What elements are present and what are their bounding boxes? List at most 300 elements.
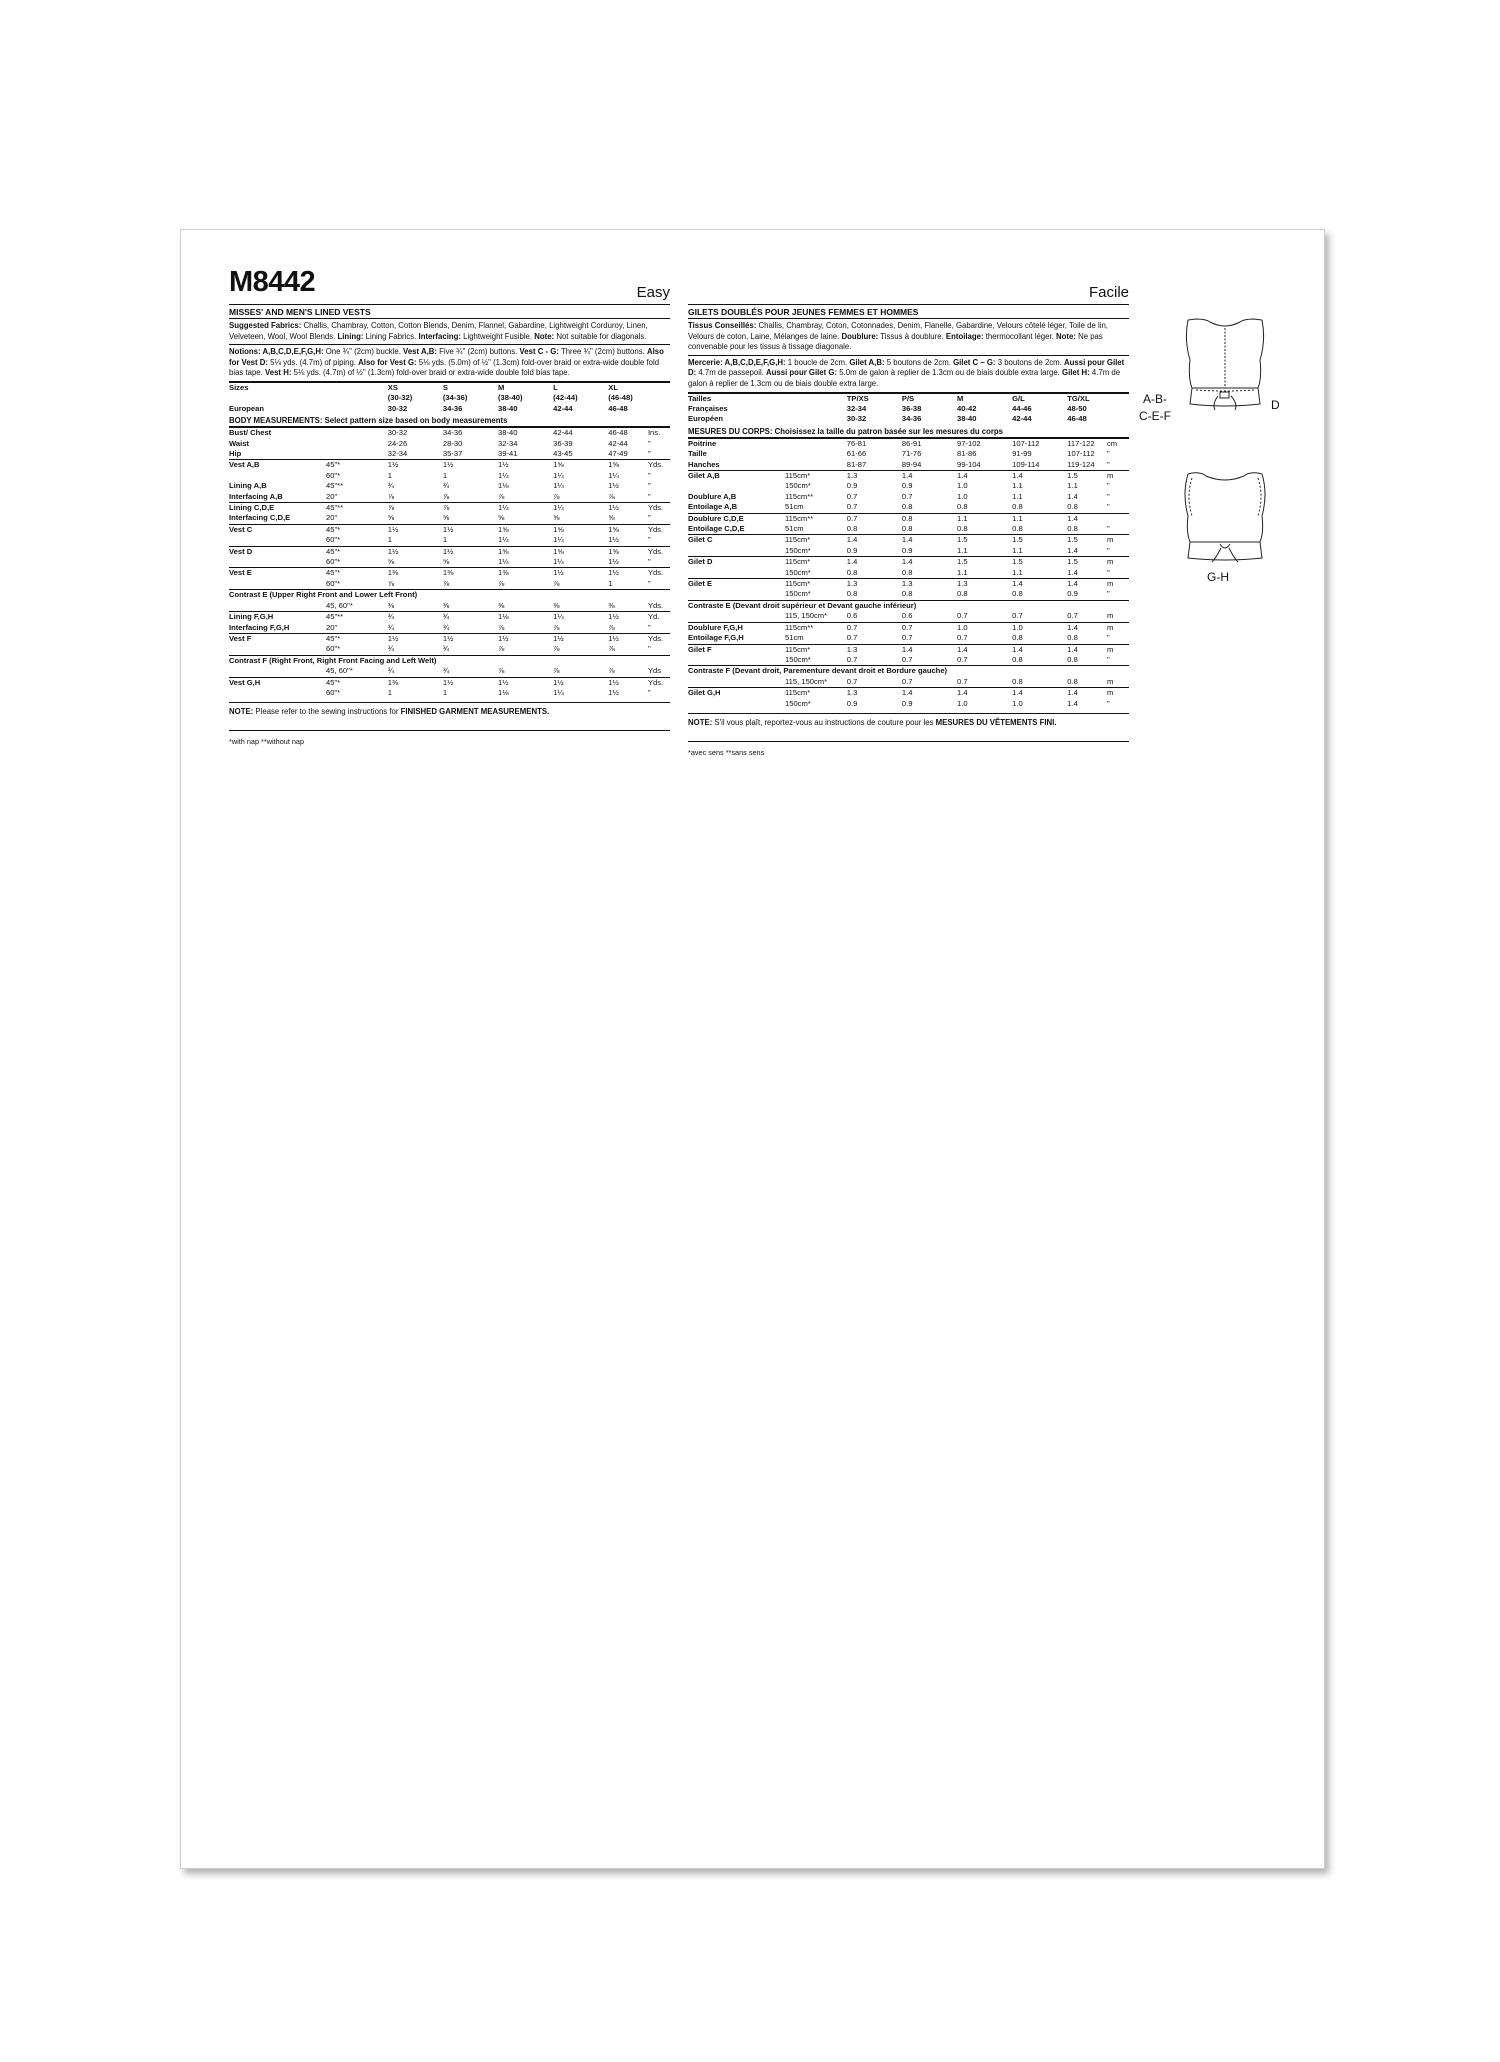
row-label — [688, 699, 785, 709]
row-label: Entoilage A,B — [688, 502, 738, 512]
row-label — [229, 688, 326, 698]
table-cell: 1½ — [388, 633, 443, 644]
table-cell: ⅝ — [553, 513, 560, 523]
row-label: Vest D — [229, 546, 326, 557]
table-cell: 1.4 — [902, 644, 957, 655]
header — [229, 266, 670, 305]
table-cell: 1.3 — [957, 579, 1012, 590]
table-cell: " — [1106, 545, 1110, 555]
table-cell: 36-39 — [553, 438, 573, 448]
table-cell: 1.5 — [957, 535, 1012, 546]
table-cell: 1⅝ — [498, 546, 553, 557]
size-cell — [785, 414, 847, 424]
table-cell: 45, 60"* — [326, 600, 353, 610]
table-cell: " — [1106, 459, 1110, 469]
table-cell: 1⅝ — [498, 524, 553, 535]
size-cell — [648, 404, 670, 414]
table-cell: " — [1106, 481, 1110, 491]
table-cell: 0.6 — [901, 611, 913, 621]
row-label — [688, 655, 785, 666]
table-cell: 47-49 — [608, 449, 628, 458]
table-cell: 1.1 — [957, 513, 1012, 524]
table-cell: 45"** — [326, 481, 344, 491]
table-row — [229, 590, 670, 601]
row-label — [688, 568, 785, 579]
table-cell: ⅝ — [608, 513, 615, 523]
table-cell: 0.6 — [846, 611, 858, 621]
table-cell: 1¼ — [498, 470, 509, 480]
row-label — [688, 611, 785, 622]
table-cell: 150cm* — [785, 654, 811, 664]
size-cell: 46-48 — [608, 403, 628, 413]
table-cell: 0.8 — [1012, 589, 1023, 599]
table-cell: 0.7 — [846, 676, 858, 686]
difficulty-level: Facile — [1088, 284, 1129, 301]
table-row — [229, 460, 670, 471]
size-cell: (34-36) — [442, 393, 468, 403]
table-cell: 0.7 — [901, 491, 913, 501]
table-cell: Yd. — [648, 612, 670, 623]
table-cell: 1.4 — [1012, 644, 1067, 655]
table-cell: ⅞ — [608, 622, 615, 632]
table-cell: ⅞ — [442, 578, 450, 588]
table-cell: 45"* — [326, 677, 388, 688]
size-cell — [326, 404, 388, 414]
table-cell: ¾ — [443, 612, 498, 623]
size-cell: M — [957, 393, 1012, 404]
pattern-number: M8442 — [229, 266, 316, 298]
table-cell: 1¼ — [553, 503, 608, 514]
view-label-a-b: A-B- — [1143, 392, 1167, 406]
table-cell: 107-112 — [1067, 449, 1095, 459]
body-measurements-title: BODY MEASUREMENTS: Select pattern size based on body measurements — [229, 414, 670, 427]
table-row — [229, 439, 670, 449]
row-label: Lining C,D,E — [229, 503, 326, 514]
view-label-c-e-f: C-E-F — [1139, 409, 1171, 423]
table-cell: 1 — [442, 535, 448, 545]
table-cell — [1107, 513, 1129, 524]
table-cell: 1.0 — [957, 622, 1012, 633]
size-cell: 42-44 — [1012, 414, 1032, 424]
yardage-table — [688, 438, 1129, 709]
table-cell: 1.4 — [1067, 513, 1107, 524]
table-cell: 0.8 — [1067, 654, 1078, 664]
table-cell: 0.7 — [957, 654, 968, 664]
table-cell: 42-44 — [553, 428, 608, 439]
table-cell: 0.8 — [1012, 524, 1023, 534]
table-cell: 1.4 — [1012, 471, 1067, 482]
table-row — [688, 568, 1129, 579]
table-cell: 1⅛ — [498, 687, 509, 697]
row-label: Gilet A,B — [688, 471, 785, 482]
table-row — [229, 492, 670, 503]
table-cell: ⅞ — [498, 666, 505, 676]
table-cell: 150cm* — [785, 698, 811, 708]
table-row — [229, 546, 670, 557]
table-cell: " — [647, 449, 651, 458]
table-cell: 1 — [387, 470, 392, 480]
table-row — [688, 699, 1129, 709]
table-cell: 1.1 — [957, 545, 968, 555]
table-cell: 1¼ — [553, 481, 564, 491]
table-row — [688, 513, 1129, 524]
table-cell: " — [1106, 567, 1110, 577]
table-cell: 71-76 — [901, 449, 922, 459]
table-cell: 81-86 — [957, 449, 977, 459]
pattern-title: MISSES' AND MEN'S LINED VESTS — [229, 305, 670, 319]
table-cell: ¾ — [388, 612, 443, 623]
table-cell: 1 — [608, 578, 613, 588]
table-cell: 1.4 — [957, 471, 1012, 482]
contrast-heading: Contraste E (Devant droit supérieur et Devant gauche inférieur) — [688, 600, 1129, 611]
table-cell — [326, 439, 388, 449]
size-cell: M — [498, 382, 553, 393]
table-cell: 20" — [326, 513, 338, 523]
table-cell: 0.7 — [846, 654, 858, 664]
table-cell: ⅞ — [387, 578, 395, 588]
table-cell: 115cm** — [785, 491, 814, 501]
table-row — [688, 600, 1129, 611]
table-row — [688, 471, 1129, 482]
size-cell: European — [229, 403, 265, 413]
row-label: Vest A,B — [229, 460, 326, 471]
table-cell: 1.0 — [957, 491, 968, 501]
table-cell: ⅞ — [443, 503, 498, 514]
table-row — [229, 524, 670, 535]
table-cell: ¾ — [442, 622, 450, 632]
table-cell: 0.7 — [957, 611, 968, 621]
table-cell: 35-37 — [442, 449, 463, 458]
table-cell: 1½ — [608, 687, 619, 697]
table-cell: 1¼ — [498, 503, 553, 514]
table-cell: 51cm — [785, 524, 804, 534]
table-cell: ⅜ — [553, 600, 560, 610]
table-cell: 0.9 — [901, 545, 913, 555]
table-cell: Yds. — [648, 524, 670, 535]
table-cell: ⅜ — [608, 600, 615, 610]
table-cell: 1⅝ — [553, 524, 608, 535]
table-cell: 34-36 — [443, 428, 498, 439]
row-label: Entoilage F,G,H — [688, 633, 744, 643]
size-cell: (30-32) — [387, 393, 413, 403]
size-cell: 30-32 — [846, 414, 867, 424]
table-cell: 1¼ — [553, 557, 564, 567]
table-row — [229, 579, 670, 590]
row-label — [229, 535, 326, 546]
table-row — [688, 535, 1129, 546]
table-cell: 1.1 — [1067, 481, 1078, 491]
size-cell — [785, 404, 847, 414]
row-label: Doublure A,B — [688, 491, 737, 501]
table-cell: 1⅜ — [443, 568, 498, 579]
view-label-d: D — [1271, 398, 1280, 412]
table-cell: 51cm — [785, 502, 804, 512]
table-cell — [785, 449, 847, 459]
table-cell: 1.0 — [957, 698, 968, 708]
table-cell: 0.7 — [957, 676, 968, 686]
table-cell: 1.4 — [1067, 688, 1107, 699]
table-cell: 0.9 — [901, 481, 913, 491]
suggested-fabrics: Suggested Fabrics: Challis, Chambray, Cotton, Cotton Blends, Denim, Flannel, Gabardine, Lightweight Corduroy, Linen, Velveteen, Wool, Wool Blends. Lining: Lining Fabrics. Interfacing: Lightweight Fusible. Note: Not suitable for diagonals. — [229, 321, 670, 345]
table-cell: 1.5 — [1012, 557, 1067, 568]
table-cell: 0.7 — [1067, 611, 1078, 621]
table-row — [229, 623, 670, 634]
table-cell: m — [1106, 676, 1114, 686]
table-cell: " — [1106, 502, 1110, 512]
table-cell: 1.4 — [1067, 622, 1107, 633]
table-row — [229, 481, 670, 491]
table-cell: 86-91 — [902, 438, 957, 449]
contrast-heading: Contrast E (Upper Right Front and Lower Left Front) — [229, 590, 670, 601]
table-cell: ⅞ — [553, 644, 560, 654]
table-cell: 1.3 — [847, 471, 902, 482]
size-cell: (42-44) — [553, 393, 578, 403]
row-label: Hip — [229, 449, 242, 458]
table-cell: 1⅛ — [498, 481, 509, 491]
size-cell: TP/XS — [847, 393, 902, 404]
table-cell: 32-34 — [387, 449, 408, 458]
size-row — [688, 404, 1129, 414]
table-row — [688, 579, 1129, 590]
table-cell: 46-48 — [608, 428, 648, 439]
table-cell: 1.4 — [902, 471, 957, 482]
table-cell: 0.8 — [957, 502, 968, 512]
table-cell: ¾ — [387, 666, 395, 676]
table-cell: m — [1107, 471, 1129, 482]
table-cell: 81-87 — [846, 459, 867, 469]
table-cell: 1¼ — [553, 687, 564, 697]
table-cell: 76-81 — [847, 438, 902, 449]
table-cell: ⅞ — [553, 666, 560, 676]
table-cell: m — [1107, 688, 1129, 699]
table-cell: 115cm* — [785, 579, 847, 590]
table-cell: " — [647, 491, 651, 501]
table-cell: ⅞ — [553, 578, 560, 588]
table-cell: " — [647, 578, 651, 588]
table-row — [229, 428, 670, 439]
nap-legend: *with nap **without nap — [229, 737, 305, 747]
table-cell: 0.8 — [1067, 676, 1078, 686]
table-cell: ⅝ — [498, 513, 505, 523]
table-cell: 1½ — [608, 535, 619, 545]
row-label: Interfacing C,D,E — [229, 513, 291, 523]
table-cell: ⅝ — [442, 557, 450, 567]
size-cell: (38-40) — [498, 393, 523, 403]
row-label: Gilet G,H — [688, 688, 785, 699]
table-cell: 150cm* — [785, 481, 811, 491]
table-cell: 0.7 — [901, 676, 913, 686]
table-cell: 1.0 — [957, 481, 968, 491]
table-row — [688, 666, 1129, 677]
table-row — [688, 677, 1129, 688]
size-cell: Sizes — [229, 382, 326, 393]
table-row — [688, 622, 1129, 633]
table-cell: ¾ — [442, 666, 450, 676]
table-cell: ⅝ — [387, 557, 395, 567]
yardage-table — [229, 427, 670, 698]
table-cell: 1⅝ — [553, 546, 608, 557]
table-cell: ⅞ — [608, 644, 615, 654]
size-row — [229, 382, 670, 393]
table-cell: 0.8 — [901, 524, 913, 534]
table-cell: ⅜ — [442, 600, 450, 610]
table-cell: 0.8 — [1012, 502, 1023, 512]
row-label: Taille — [688, 449, 707, 459]
table-cell: 0.8 — [1067, 524, 1078, 534]
size-cell — [648, 382, 670, 393]
size-cell: S — [443, 382, 498, 393]
table-cell: 45"* — [326, 633, 388, 644]
table-cell: m — [1107, 535, 1129, 546]
table-row — [688, 492, 1129, 502]
body-measurements-title: MESURES DU CORPS: Choisissez la taille du patron basée sur les mesures du corps — [688, 425, 1129, 438]
table-row — [229, 612, 670, 623]
size-cell — [229, 393, 326, 403]
table-row — [688, 589, 1129, 600]
table-cell: 117-122 — [1067, 438, 1107, 449]
table-cell: 1.4 — [1067, 545, 1078, 555]
size-cell — [1107, 393, 1129, 404]
size-cell: L — [553, 382, 608, 393]
table-cell: 1⅛ — [498, 612, 553, 623]
table-cell: 115cm* — [785, 535, 847, 546]
table-row — [229, 677, 670, 688]
table-cell: 1½ — [388, 524, 443, 535]
table-cell: 0.9 — [846, 698, 858, 708]
vest-back-view-illustration — [1166, 316, 1286, 416]
table-cell: 20" — [326, 491, 338, 501]
table-cell: " — [1106, 589, 1110, 599]
table-cell: 1½ — [443, 677, 498, 688]
row-label: Doublure C,D,E — [688, 513, 785, 524]
table-row — [229, 513, 670, 524]
table-cell: 1.5 — [1067, 535, 1107, 546]
table-row — [688, 557, 1129, 568]
table-cell: ⅜ — [498, 600, 505, 610]
table-cell: 115, 150cm* — [785, 676, 828, 686]
table-cell: m — [1107, 644, 1129, 655]
table-cell: " — [1106, 524, 1110, 534]
size-cell: 44-46 — [1012, 403, 1032, 413]
size-cell — [326, 393, 388, 403]
table-cell: 30-32 — [388, 428, 443, 439]
notions: Mercerie: A,B,C,D,E,F,G,H: 1 boucle de 2cm. Gilet A,B: 5 boutons de 2cm. Gilet C – G: 3 boutons de 2cm. Aussi pour Gilet D: 4.7m de passepoil. Aussi pour Gilet G: 5.0m de galon à replier de 1.3cm ou de biais double extra large. Gilet H: 4.7m de galon à replier de 1.3cm ou de biais double extra large. — [688, 358, 1129, 393]
table-cell: 150cm* — [785, 567, 811, 577]
table-cell: 1⅝ — [608, 524, 648, 535]
table-cell: 115, 150cm* — [785, 611, 828, 621]
table-cell: 0.8 — [846, 567, 858, 577]
table-cell: 1.0 — [1012, 698, 1023, 708]
table-cell — [326, 428, 388, 439]
table-cell: 60"* — [326, 535, 341, 545]
table-cell: 1½ — [608, 677, 648, 688]
contrast-heading: Contraste F (Devant droit, Parementure devant droit et Bordure gauche) — [688, 666, 1129, 677]
table-cell: 1½ — [608, 633, 648, 644]
table-row — [688, 481, 1129, 491]
table-cell: 45"* — [326, 460, 388, 471]
view-label-g-h: G-H — [1207, 570, 1229, 584]
table-cell: 115cm** — [785, 513, 847, 524]
table-cell: 115cm** — [785, 622, 847, 633]
table-cell: 107-112 — [1012, 438, 1067, 449]
row-label — [229, 471, 326, 481]
size-cell — [326, 382, 388, 393]
table-row — [229, 535, 670, 546]
table-cell: ⅞ — [387, 491, 395, 501]
table-cell: 1½ — [608, 568, 648, 579]
size-row — [688, 414, 1129, 424]
vest-back-view-illustration-g-h — [1166, 468, 1286, 568]
table-cell: 1¼ — [553, 612, 608, 623]
table-cell: Yds. — [648, 460, 670, 471]
table-cell: 0.9 — [846, 545, 858, 555]
table-cell: 1½ — [443, 633, 498, 644]
table-cell: 1.3 — [902, 579, 957, 590]
table-cell: 0.9 — [901, 698, 913, 708]
difficulty-level: Easy — [636, 284, 670, 301]
table-cell: 1½ — [443, 524, 498, 535]
table-cell: " — [647, 438, 651, 448]
table-cell: 150cm* — [785, 545, 811, 555]
table-cell: " — [647, 535, 651, 545]
table-cell: Yds. — [648, 568, 670, 579]
table-cell: 0.8 — [846, 589, 858, 599]
table-cell: 60"* — [326, 470, 341, 480]
table-cell: 0.7 — [901, 633, 913, 643]
table-cell: 0.8 — [901, 567, 913, 577]
table-cell: 150cm* — [785, 589, 811, 599]
table-cell: 0.7 — [957, 633, 968, 643]
row-label: Vest F — [229, 633, 326, 644]
size-cell: 40-42 — [957, 403, 977, 413]
table-cell: 91-99 — [1012, 449, 1032, 459]
table-row — [229, 503, 670, 514]
table-cell: 1¼ — [553, 470, 564, 480]
nap-legend: *avec sens **sans sens — [688, 747, 765, 757]
table-cell: 45"** — [326, 612, 388, 623]
table-row — [229, 644, 670, 655]
size-cell: Françaises — [688, 403, 728, 413]
table-cell: 1⅝ — [608, 460, 648, 471]
table-cell: Yds. — [648, 633, 670, 644]
table-cell: 51cm — [785, 633, 804, 643]
table-cell: 1.0 — [1012, 622, 1067, 633]
table-cell: 1.4 — [902, 557, 957, 568]
table-cell: 0.8 — [1067, 502, 1078, 512]
table-row — [688, 611, 1129, 622]
table-cell: " — [647, 481, 651, 491]
table-cell: 0.8 — [1012, 676, 1023, 686]
table-cell: 20" — [326, 622, 338, 632]
notions: Notions: A,B,C,D,E,F,G,H: One ¾" (2cm) buckle. Vest A,B: Five ¾" (2cm) buttons. Vest C - G: Three ¾" (2cm) buttons. Also for Vest D: 5⅛ yds. (4.7m) of piping. Also for Vest G: 5⅛ yds. (5.0m) of ½" (1.3cm) fold-over braid or extra-wide double fold bias tape. Vest H: 5⅛ yds. (4.7m) of ½" (1.3cm) fold-over braid or extra-wide double fold bias tape. — [229, 347, 670, 382]
table-cell: ¾ — [442, 644, 450, 654]
row-label: Gilet F — [688, 644, 785, 655]
row-label: Hanches — [688, 459, 720, 469]
table-cell: 1.1 — [1012, 513, 1067, 524]
table-cell: 115cm* — [785, 471, 847, 482]
table-cell: 1½ — [608, 612, 648, 623]
table-row — [688, 438, 1129, 449]
size-cell: XL — [608, 382, 648, 393]
size-cell: 42-44 — [553, 403, 573, 413]
table-cell: 115cm* — [785, 688, 847, 699]
table-cell — [785, 460, 847, 471]
table-cell: 60"* — [326, 644, 341, 654]
table-cell: 45"* — [326, 524, 388, 535]
size-cell: P/S — [902, 393, 957, 404]
table-row — [229, 655, 670, 666]
table-cell: ⅝ — [387, 513, 395, 523]
